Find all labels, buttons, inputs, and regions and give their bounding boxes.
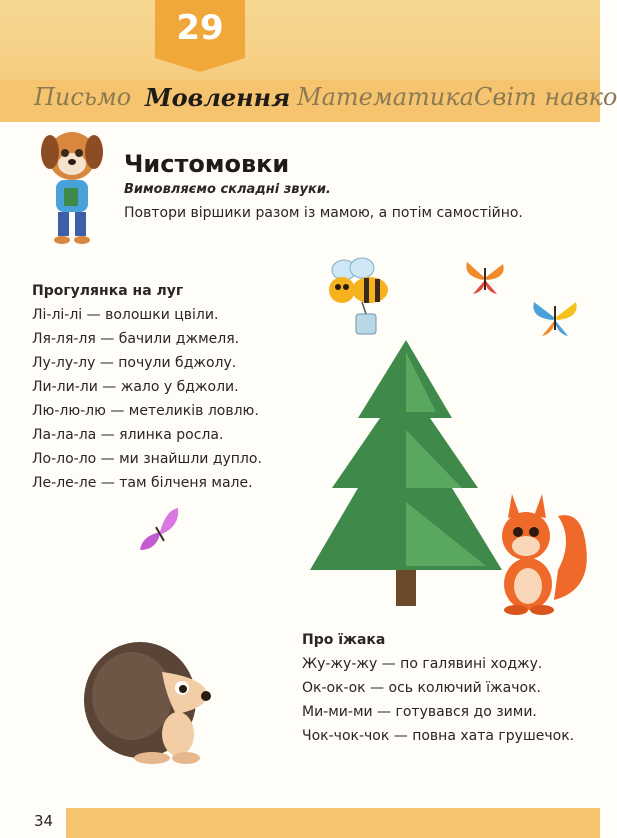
poem-line: Ло-ло-ло — ми знайшли дупло. <box>32 451 262 467</box>
nav-item-movlennia[interactable]: Мовлення <box>145 83 291 112</box>
page-title: Чистомовки <box>124 150 290 178</box>
squirrel-illustration <box>494 490 590 616</box>
butterfly-icon <box>136 506 184 556</box>
poem-title: Прогулянка на луг <box>32 283 184 299</box>
nav-item-svit[interactable]: Світ навко <box>474 83 617 111</box>
page-number: 34 <box>34 812 54 830</box>
lesson-number: 29 <box>176 8 224 48</box>
butterfly-icon <box>530 296 580 340</box>
poem-line: Ми-ми-ми — готувався до зими. <box>302 704 537 720</box>
poem-line: Ли-ли-ли — жало у бджоли. <box>32 379 239 395</box>
nav-item-matematyka[interactable]: Математика <box>297 83 474 111</box>
hedgehog-illustration <box>82 636 216 766</box>
poem-line: Жу-жу-жу — по галявині ходжу. <box>302 656 543 672</box>
fir-tree-illustration <box>302 338 510 610</box>
poem-line: Ле-ле-ле — там білченя мале. <box>32 475 253 491</box>
instruction-text: Повтори віршики разом із мамою, а потім самостійно. <box>124 205 523 221</box>
poem-line: Чок-чок-чок — повна хата грушечок. <box>302 728 575 744</box>
poem-title: Про їжака <box>302 632 386 648</box>
butterfly-icon <box>463 258 507 298</box>
poem-line: Ля-ля-ля — бачили джмеля. <box>32 331 240 347</box>
poem-line: Лю-лю-лю — метеликів ловлю. <box>32 403 259 419</box>
bee-illustration <box>322 256 392 340</box>
poem-line: Ла-ла-ла — ялинка росла. <box>32 427 224 443</box>
poem-line: Лу-лу-лу — почули бджолу. <box>32 355 237 371</box>
nav-item-pysmo[interactable]: Письмо <box>34 83 132 111</box>
page-subtitle: Вимовляємо складні звуки. <box>124 182 331 197</box>
footer-band <box>0 808 600 838</box>
poem-line: Лі-лі-лі — волошки цвіли. <box>32 307 219 323</box>
puppy-illustration <box>38 124 106 246</box>
poem-line: Ок-ок-ок — ось колючий їжачок. <box>302 680 541 696</box>
